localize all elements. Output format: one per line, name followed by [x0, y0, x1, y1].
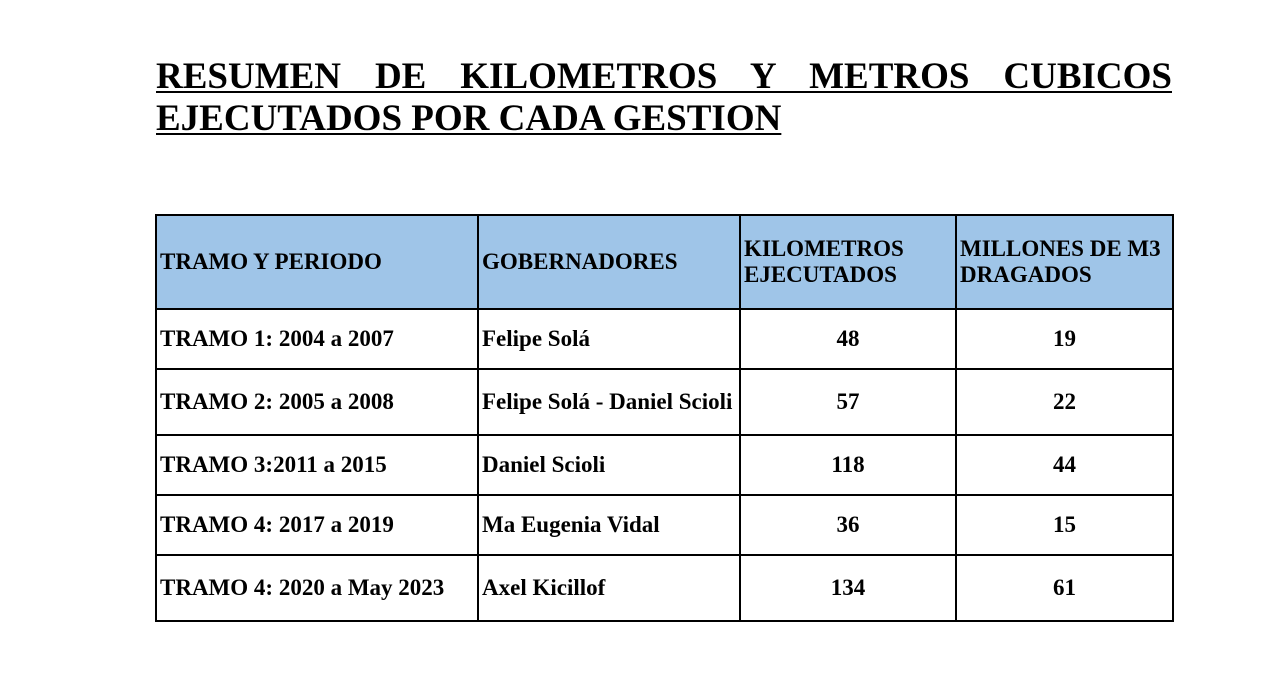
cell-millones: 44 — [956, 435, 1173, 495]
cell-tramo: TRAMO 1: 2004 a 2007 — [156, 309, 478, 369]
title-line-2: EJECUTADOS POR CADA GESTION — [156, 98, 782, 139]
header-millones: MILLONES DE M3 DRAGADOS — [956, 215, 1173, 309]
header-tramo: TRAMO Y PERIODO — [156, 215, 478, 309]
cell-gobernadores: Ma Eugenia Vidal — [478, 495, 740, 555]
cell-gobernadores: Felipe Solá - Daniel Scioli — [478, 369, 740, 435]
cell-tramo: TRAMO 4: 2020 a May 2023 — [156, 555, 478, 621]
header-gobernadores: GOBERNADORES — [478, 215, 740, 309]
table-row — [156, 309, 1173, 369]
cell-kilometros: 57 — [740, 369, 956, 435]
cell-tramo: TRAMO 4: 2017 a 2019 — [156, 495, 478, 555]
summary-table-container — [155, 214, 1172, 622]
cell-kilometros: 48 — [740, 309, 956, 369]
cell-kilometros: 118 — [740, 435, 956, 495]
cell-gobernadores: Daniel Scioli — [478, 435, 740, 495]
summary-table — [155, 214, 1174, 622]
cell-gobernadores: Axel Kicillof — [478, 555, 740, 621]
cell-millones: 61 — [956, 555, 1173, 621]
cell-millones: 22 — [956, 369, 1173, 435]
table-row — [156, 369, 1173, 435]
cell-millones: 19 — [956, 309, 1173, 369]
table-row — [156, 435, 1173, 495]
cell-millones: 15 — [956, 495, 1173, 555]
header-kilometros: KILOMETROS EJECUTADOS — [740, 215, 956, 309]
cell-gobernadores: Felipe Solá — [478, 309, 740, 369]
cell-tramo: TRAMO 2: 2005 a 2008 — [156, 369, 478, 435]
table-header-row — [156, 215, 1173, 309]
title-line-1: RESUMEN DE KILOMETROS Y METROS CUBICOS — [156, 56, 1172, 97]
cell-tramo: TRAMO 3:2011 a 2015 — [156, 435, 478, 495]
cell-kilometros: 134 — [740, 555, 956, 621]
cell-kilometros: 36 — [740, 495, 956, 555]
table-row — [156, 555, 1173, 621]
table-row — [156, 495, 1173, 555]
document-title — [156, 56, 1172, 140]
